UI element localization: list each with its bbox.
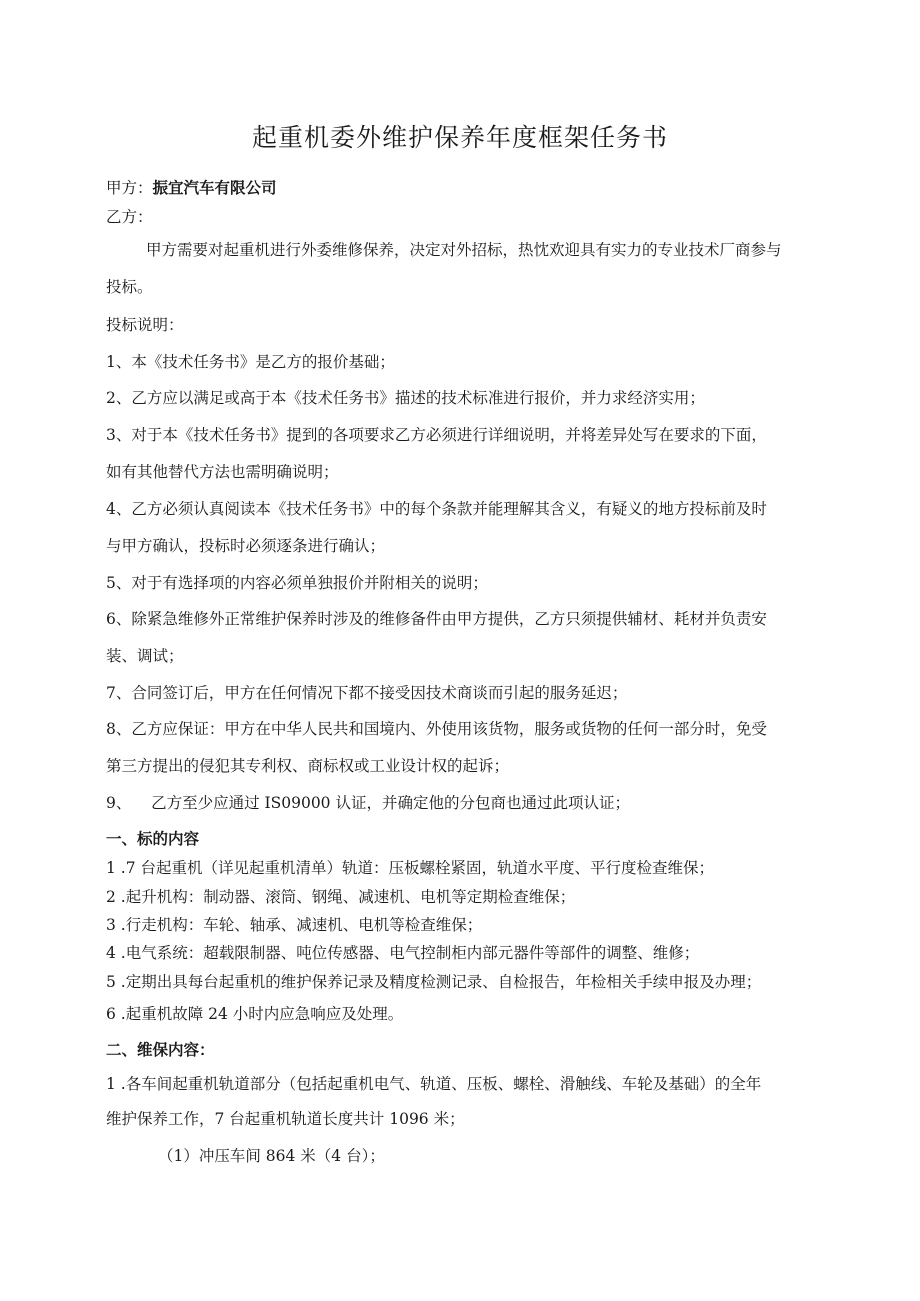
section-1-item: 5 .定期出具每台起重机的维护保养记录及精度检测记录、自检报告，年检相关手续申报及办理； (106, 973, 762, 991)
page-title: 起重机委外维护保养年度框架任务书 (251, 123, 668, 152)
bid-item: 装、调试； (106, 647, 184, 665)
bid-item: 与甲方确认，投标时必须逐条进行确认； (106, 537, 386, 555)
intro-line-1: 甲方需要对起重机进行外委维修保养，决定对外招标，热忱欢迎具有实力的专业技术厂商参与 (146, 241, 782, 259)
bid-item: 9、 乙方至少应通过 IS09000 认证，并确定他的分包商也通过此项认证； (106, 794, 630, 812)
bid-item: 6、除紧急维修外正常维护保养时涉及的维修备件由甲方提供，乙方只须提供辅材、耗材并负责安 (106, 610, 767, 628)
section-2-heading: 二、维保内容： (106, 1041, 215, 1059)
bid-heading: 投标说明： (106, 316, 184, 334)
bid-item: 2、乙方应以满足或高于本《技术任务书》描述的技术标准进行报价，并力求经济实用； (106, 389, 705, 407)
section-1-item: 1 .7 台起重机（详见起重机清单）轨道：压板螺栓紧固，轨道水平度、平行度检查维保； (106, 859, 715, 877)
party-a-value: 振宜汽车有限公司 (152, 179, 277, 197)
bid-item: 如有其他替代方法也需明确说明； (106, 463, 339, 481)
section-2-item: 维护保养工作，7 台起重机轨道长度共计 1096 米； (106, 1110, 465, 1128)
bid-item: 4、乙方必须认真阅读本《技术任务书》中的每个条款并能理解其含义，有疑义的地方投标前及时 (106, 500, 767, 518)
section-1-heading: 一、标的内容 (106, 830, 200, 848)
bid-item: 8、乙方应保证：甲方在中华人民共和国境内、外使用该货物，服务或货物的任何一部分时，免受 (106, 720, 767, 738)
bid-item: 1、本《技术任务书》是乙方的报价基础； (106, 353, 395, 371)
section-1-item: 6 .起重机故障 24 小时内应急响应及处理。 (106, 1005, 404, 1023)
section-2-item: 1 .各车间起重机轨道部分（包括起重机电气、轨道、压板、螺栓、滑触线、车轮及基础）的全年 (106, 1075, 762, 1093)
bid-item: 5、对于有选择项的内容必须单独报价并附相关的说明； (106, 574, 488, 592)
bid-item: 第三方提出的侵犯其专利权、商标权或工业设计权的起诉； (106, 757, 510, 775)
section-1-item: 3 .行走机构：车轮、轴承、减速机、电机等检查维保； (106, 916, 483, 934)
intro-line-2: 投标。 (106, 278, 153, 296)
party-a-label: 甲方： (106, 179, 153, 197)
section-2-subitem: （1）冲压车间 864 米（4 台）； (158, 1147, 385, 1165)
bid-item: 3、对于本《技术任务书》提到的各项要求乙方必须进行详细说明，并将差异处写在要求的下面， (106, 426, 767, 444)
party-a-line (106, 176, 277, 198)
section-1-item: 4 .电气系统：超载限制器、吨位传感器、电气控制柜内部元器件等部件的调整、维修； (106, 944, 700, 962)
party-b-label: 乙方： (106, 208, 153, 226)
bid-item: 7、合同签订后，甲方在任何情况下都不接受因技术商谈而引起的服务延迟； (106, 684, 628, 702)
section-1-item: 2 .起升机构：制动器、滚筒、钢绳、减速机、电机等定期检查维保； (106, 888, 576, 906)
